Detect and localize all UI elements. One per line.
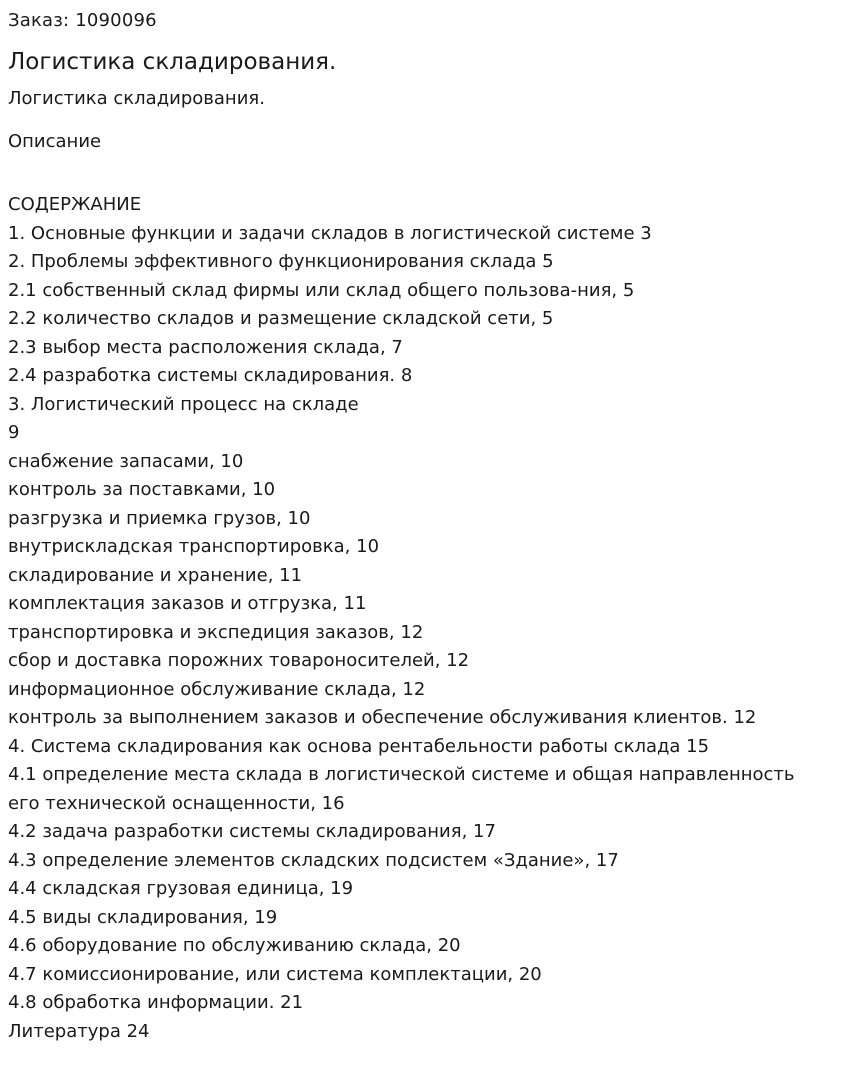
contents-line: 3. Логистический процесс на складе <box>8 393 359 415</box>
contents-line: информационное обслуживание склада, 12 <box>8 678 426 700</box>
page-subtitle: Логистика складирования. <box>8 88 265 109</box>
contents-line: внутрискладская транспортировка, 10 <box>8 536 380 557</box>
description-label: Описание <box>8 131 102 152</box>
order-number: Заказ: 1090096 <box>8 10 157 31</box>
contents-line: 2. Проблемы эффективного функционирования склада 5 <box>8 251 554 272</box>
contents-line: 4. Система складирования как основа рентабельности работы склада 15 <box>8 735 710 757</box>
contents-line: 1. Основные функции и задачи складов в логистической системе 3 <box>8 222 652 244</box>
contents-line: 4.3 определение элементов складских подсистем «Здание», 17 <box>8 849 619 871</box>
contents-line: 2.3 выбор места расположения склада, 7 <box>8 336 403 358</box>
contents-line: 4.1 определение места склада в логистической системе и общая направленность <box>8 764 795 785</box>
contents-line: контроль за поставками, 10 <box>8 479 276 500</box>
page-title: Логистика складирования. <box>8 49 337 75</box>
contents-line: 2.4 разработка системы складирования. 8 <box>8 365 413 386</box>
contents-line: 2.1 собственный склад фирмы или склад общего пользова-ния, 5 <box>8 279 635 301</box>
contents-line: комплектация заказов и отгрузка, 11 <box>8 593 367 614</box>
contents-line: 9 <box>8 422 20 443</box>
contents-line: 4.8 обработка информации. 21 <box>8 992 304 1013</box>
table-of-contents <box>8 191 841 1046</box>
contents-line: 2.2 количество складов и размещение складской сети, 5 <box>8 308 554 329</box>
contents-line: 4.4 складская грузовая единица, 19 <box>8 878 354 899</box>
contents-line: 4.5 виды складирования, 19 <box>8 906 278 928</box>
contents-line: снабжение запасами, 10 <box>8 450 244 472</box>
contents-line: Литература 24 <box>8 1020 150 1042</box>
contents-line: 4.6 оборудование по обслуживанию склада, 20 <box>8 935 461 956</box>
contents-line: транспортировка и экспедиция заказов, 12 <box>8 621 424 643</box>
contents-line: контроль за выполнением заказов и обеспечение обслуживания клиентов. 12 <box>8 707 757 728</box>
contents-line: складирование и хранение, 11 <box>8 564 303 586</box>
contents-heading: СОДЕРЖАНИЕ <box>8 194 142 215</box>
contents-line: разгрузка и приемка грузов, 10 <box>8 507 311 529</box>
contents-line: его технической оснащенности, 16 <box>8 792 345 814</box>
contents-line: 4.2 задача разработки системы складирования, 17 <box>8 821 496 842</box>
contents-line: сбор и доставка порожних товароносителей, 12 <box>8 650 470 671</box>
contents-line: 4.7 комиссионирование, или система комплектации, 20 <box>8 963 542 985</box>
